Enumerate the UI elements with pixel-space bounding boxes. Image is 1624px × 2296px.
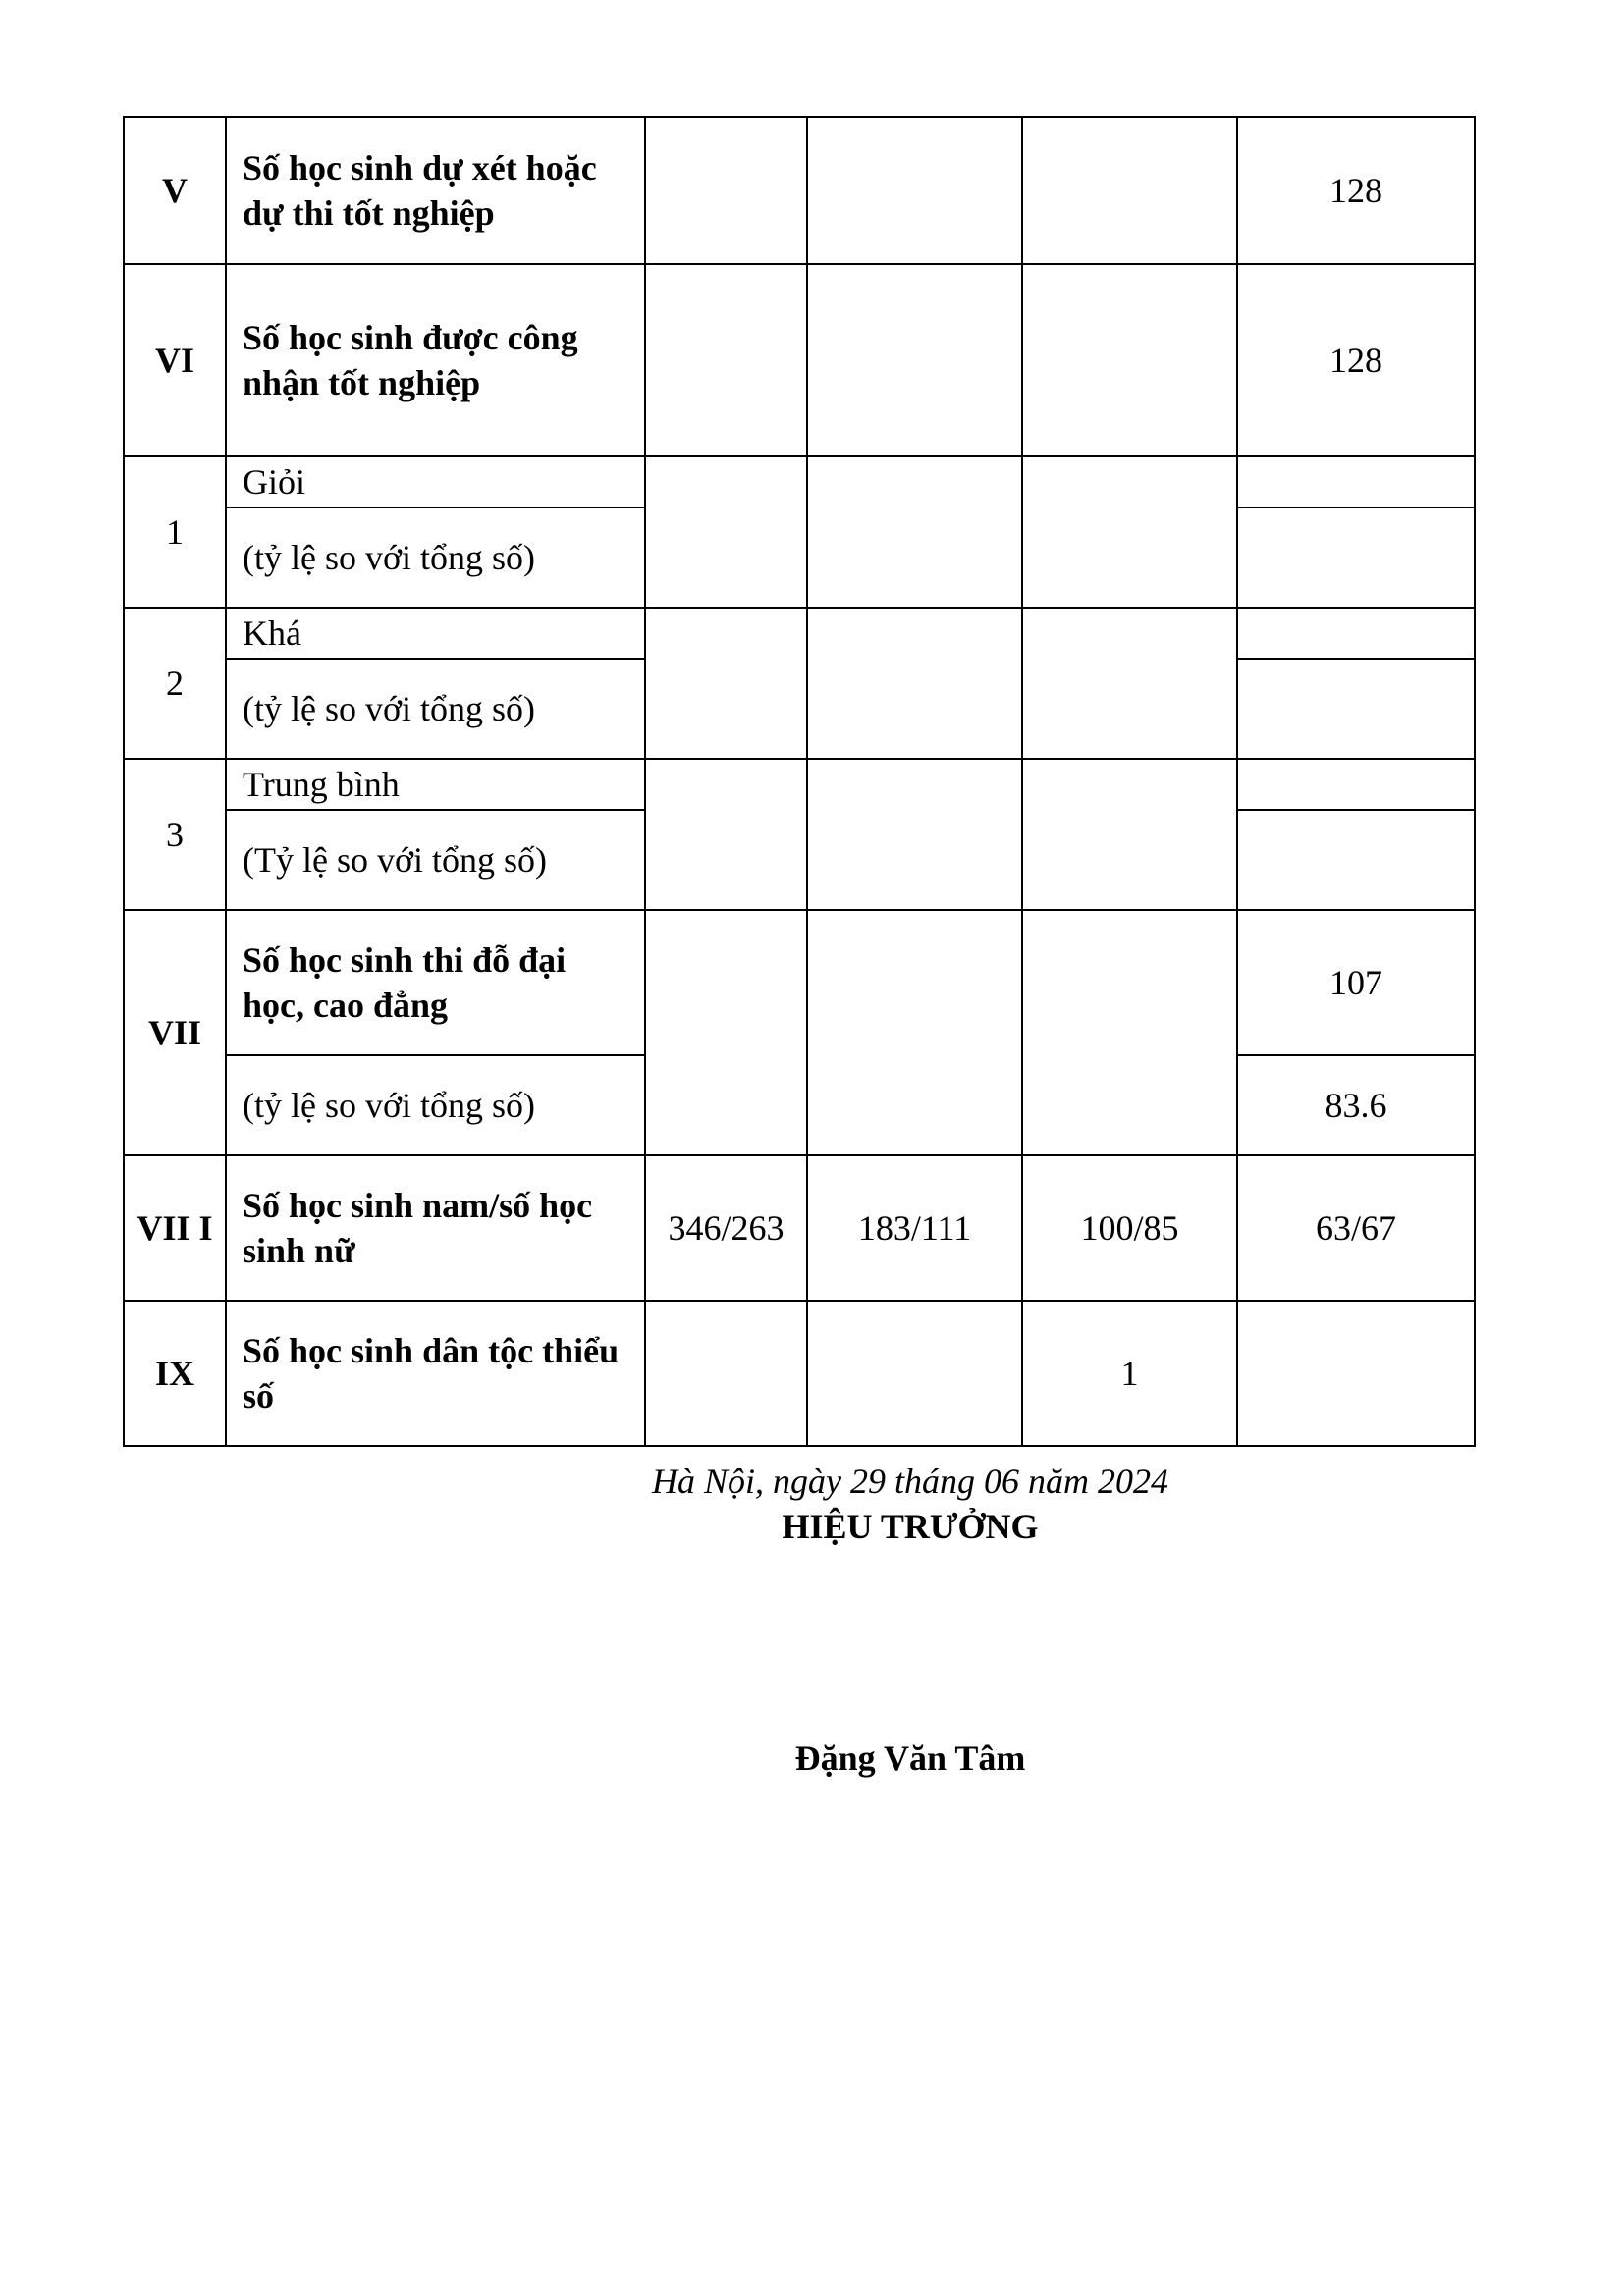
row-number: 2 [124,608,226,759]
cell-col3: 100/85 [1022,1155,1237,1301]
row-label: Giỏi [226,456,645,507]
row-label: Số học sinh dự xét hoặc dự thi tốt nghiệp [226,117,645,264]
cell-col4 [1237,608,1475,659]
row-label: Khá [226,608,645,659]
row-number: VII I [124,1155,226,1301]
table-row [124,117,1475,264]
table-row [124,456,1475,507]
cell-col3 [1022,608,1237,759]
cell-col2 [807,608,1022,759]
row-label: Số học sinh nam/số học sinh nữ [226,1155,645,1301]
cell-col4: 63/67 [1237,1155,1475,1301]
cell-col1 [645,759,807,910]
cell-col1: 346/263 [645,1155,807,1301]
cell-col2 [807,117,1022,264]
row-label: Số học sinh dân tộc thiểu số [226,1301,645,1446]
cell-col4: 128 [1237,264,1475,456]
table-row [124,608,1475,659]
row-number: V [124,117,226,264]
row-label: Trung bình [226,759,645,810]
cell-col4 [1237,759,1475,810]
row-sublabel: (Tỷ lệ so với tổng số) [226,810,645,910]
cell-col4-sub [1237,507,1475,608]
cell-col1 [645,456,807,608]
signature-title: HIỆU TRƯỞNG [782,1507,1039,1546]
row-sublabel: (tỷ lệ so với tổng số) [226,1055,645,1155]
cell-col1 [645,910,807,1155]
row-sublabel: (tỷ lệ so với tổng số) [226,659,645,759]
row-sublabel: (tỷ lệ so với tổng số) [226,507,645,608]
cell-col4-sub: 83.6 [1237,1055,1475,1155]
cell-col1 [645,264,807,456]
row-number: VII [124,910,226,1155]
table-row [124,1301,1475,1446]
row-number: IX [124,1301,226,1446]
cell-col4-sub [1237,659,1475,759]
cell-col1 [645,1301,807,1446]
cell-col4: 128 [1237,117,1475,264]
signature-date: Hà Nội, ngày 29 tháng 06 năm 2024 [652,1462,1168,1501]
cell-col3 [1022,456,1237,608]
cell-col3 [1022,759,1237,910]
cell-col2 [807,759,1022,910]
signer-name: Đặng Văn Tâm [794,1738,1026,1778]
cell-col4 [1237,456,1475,507]
table-row [124,759,1475,810]
cell-col4: 107 [1237,910,1475,1055]
cell-col2 [807,910,1022,1155]
cell-col2 [807,456,1022,608]
cell-col3 [1022,910,1237,1155]
row-number: VI [124,264,226,456]
cell-col1 [645,608,807,759]
statistics-table [123,116,1476,1447]
row-number: 1 [124,456,226,608]
cell-col2: 183/111 [807,1155,1022,1301]
table-row [124,264,1475,456]
cell-col3 [1022,117,1237,264]
table-row [124,1155,1475,1301]
cell-col4 [1237,1301,1475,1446]
table-row [124,910,1475,1055]
cell-col3 [1022,264,1237,456]
row-label: Số học sinh được công nhận tốt nghiệp [226,264,645,456]
cell-col2 [807,264,1022,456]
cell-col3: 1 [1022,1301,1237,1446]
cell-col2 [807,1301,1022,1446]
cell-col4-sub [1237,810,1475,910]
row-number: 3 [124,759,226,910]
cell-col1 [645,117,807,264]
row-label: Số học sinh thi đỗ đại học, cao đẳng [226,910,645,1055]
